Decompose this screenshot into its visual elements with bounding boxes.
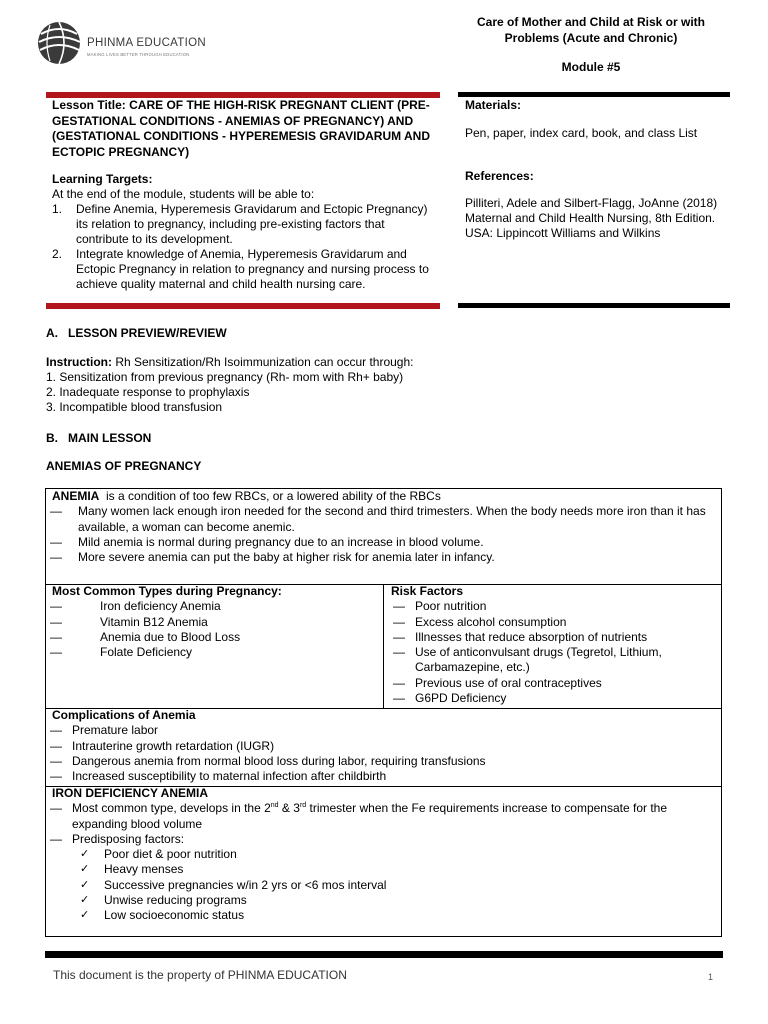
learning-targets-intro: At the end of the module, students will be able to: xyxy=(52,187,315,201)
list-item xyxy=(48,801,717,832)
learning-target-text: Integrate knowledge of Anemia, Hyperemesis Gravidarum and Ectopic Pregnancy in relation to pregnancy and nursing process to achieve quality maternal and child health nursing care. xyxy=(76,247,429,291)
anemia-term: ANEMIA xyxy=(52,489,100,503)
anemia-definition-cell xyxy=(52,489,717,565)
lesson-title: Lesson Title: CARE OF THE HIGH-RISK PREGNANT CLIENT (PRE-GESTATIONAL CONDITIONS - ANEMIAS OF PREGNANCY) AND (GESTATIONAL CONDITIONS - HYPEREMESIS GRAVIDARUM AND ECTOPIC PREGNANCY) xyxy=(52,98,431,159)
materials-box-bottom-bar xyxy=(458,303,730,308)
instruction-block xyxy=(46,355,466,415)
module-number: Module #5 xyxy=(561,60,621,74)
ida-superscript: nd xyxy=(270,802,279,810)
complications-cell xyxy=(52,708,717,784)
phinma-logo xyxy=(36,20,206,80)
footer-text: This document is the property of PHINMA EDUCATION xyxy=(53,968,347,982)
learning-target-item xyxy=(52,247,437,292)
predisposing-factors-list xyxy=(48,847,717,923)
anemia-points-list xyxy=(48,504,717,565)
risk-factors-list xyxy=(391,599,716,706)
list-item: — Folate Deficiency xyxy=(48,645,377,660)
learning-targets-list xyxy=(52,202,437,292)
ida-text: Most common type, develops in the 2 xyxy=(72,801,271,816)
learning-target-text: Define Anemia, Hyperemesis Gravidarum and Ectopic Pregnancy) its relation to pregnancy, including pre-existing factors that contribute to its development. xyxy=(76,202,428,246)
learning-target-number: 2. xyxy=(52,247,63,261)
references-text: Pilliteri, Adele and Silbert-Flagg, JoAnne (2018) Maternal and Child Health Nursing, 8th Edition. USA: Lippincott Williams and Wilkins xyxy=(465,196,718,240)
instruction-line xyxy=(46,355,466,370)
list-item: — Poor nutrition xyxy=(391,599,716,614)
list-item: — Previous use of oral contraceptives xyxy=(391,676,716,691)
iron-deficiency-cell xyxy=(52,786,717,924)
types-heading: Most Common Types during Pregnancy: xyxy=(52,584,282,598)
list-item: — Increased susceptibility to maternal infection after childbirth xyxy=(48,769,717,784)
learning-targets-heading: Learning Targets: xyxy=(52,172,153,186)
table-column-divider xyxy=(383,584,384,708)
ida-superscript: rd xyxy=(299,802,307,810)
materials-text: Pen, paper, index card, book, and class List xyxy=(465,126,698,140)
anemia-table xyxy=(45,488,722,937)
complications-list xyxy=(48,723,717,784)
lesson-box-bottom-bar xyxy=(46,303,440,309)
risk-factors-cell xyxy=(391,584,716,706)
section-b-heading: B. MAIN LESSON xyxy=(46,431,152,445)
list-item: — G6PD Deficiency xyxy=(391,691,716,706)
instruction-text: Rh Sensitization/Rh Isoimmunization can occur through: xyxy=(112,355,414,369)
iron-deficiency-list xyxy=(48,801,717,847)
instruction-item: 2. Inadequate response to prophylaxis xyxy=(46,385,250,399)
list-item: — Vitamin B12 Anemia xyxy=(48,615,377,630)
list-item: ✓ Unwise reducing programs xyxy=(48,893,717,908)
brand-tagline: MAKING LIVES BETTER THROUGH EDUCATION xyxy=(87,52,190,57)
phinma-globe-icon xyxy=(36,20,82,66)
course-title: Care of Mother and Child at Risk or with Problems (Acute and Chronic) xyxy=(476,15,706,45)
iron-deficiency-heading: IRON DEFICIENCY ANEMIA xyxy=(52,786,209,800)
anemia-def-text: is a condition of too few RBCs, or a lowered ability of the RBCs xyxy=(99,489,441,503)
list-item: ✓ Poor diet & poor nutrition xyxy=(48,847,717,862)
types-cell xyxy=(52,584,377,660)
brand-name: PHINMA EDUCATION xyxy=(87,37,206,49)
list-item: — Use of anticonvulsant drugs (Tegretol, Lithium, Carbamazepine, etc.) xyxy=(391,645,716,676)
list-item: — Intrauterine growth retardation (IUGR) xyxy=(48,739,717,754)
references-heading: References: xyxy=(465,169,534,183)
instruction-item: 3. Incompatible blood transfusion xyxy=(46,400,223,414)
list-item: — Predisposing factors: xyxy=(48,832,717,847)
list-item: — More severe anemia can put the baby at higher risk for anemia later in infancy. xyxy=(48,550,717,565)
ida-text: trimester when the Fe requirements increase to compensate for the expanding blood volume xyxy=(72,801,668,831)
list-item: — Mild anemia is normal during pregnancy due to an increase in blood volume. xyxy=(48,535,717,550)
instruction-item: 1. Sensitization from previous pregnancy (Rh- mom with Rh+ baby) xyxy=(46,370,404,384)
learning-target-item xyxy=(52,202,437,247)
complications-heading: Complications of Anemia xyxy=(52,708,196,722)
risk-factors-heading: Risk Factors xyxy=(391,584,464,598)
learning-target-number: 1. xyxy=(52,202,63,216)
list-item: ✓ Low socioeconomic status xyxy=(48,908,717,923)
list-item: ✓ Heavy menses xyxy=(48,862,717,877)
list-item: — Excess alcohol consumption xyxy=(391,615,716,630)
types-list xyxy=(48,599,377,660)
list-item: ✓ Successive pregnancies w/in 2 yrs or <6 mos interval xyxy=(48,878,717,893)
page-number: 1 xyxy=(708,972,714,982)
section-a-heading: A. LESSON PREVIEW/REVIEW xyxy=(46,326,227,340)
footer-bar xyxy=(45,951,723,958)
list-item: — Dangerous anemia from normal blood loss during labor, requiring transfusions xyxy=(48,754,717,769)
instruction-label: Instruction: xyxy=(46,355,112,369)
list-item: — Many women lack enough iron needed for the second and third trimesters. When the body needs more iron than it has available, a woman can become anemic. xyxy=(48,504,717,535)
list-item: — Premature labor xyxy=(48,723,717,738)
list-item: — Illnesses that reduce absorption of nutrients xyxy=(391,630,716,645)
anemia-definition xyxy=(52,489,717,504)
list-item: — Iron deficiency Anemia xyxy=(48,599,377,614)
anemias-heading: ANEMIAS OF PREGNANCY xyxy=(46,459,202,473)
materials-heading: Materials: xyxy=(465,98,522,112)
materials-box-top-bar xyxy=(458,92,730,97)
list-item: — Anemia due to Blood Loss xyxy=(48,630,377,645)
ida-text: & 3 xyxy=(278,801,300,816)
